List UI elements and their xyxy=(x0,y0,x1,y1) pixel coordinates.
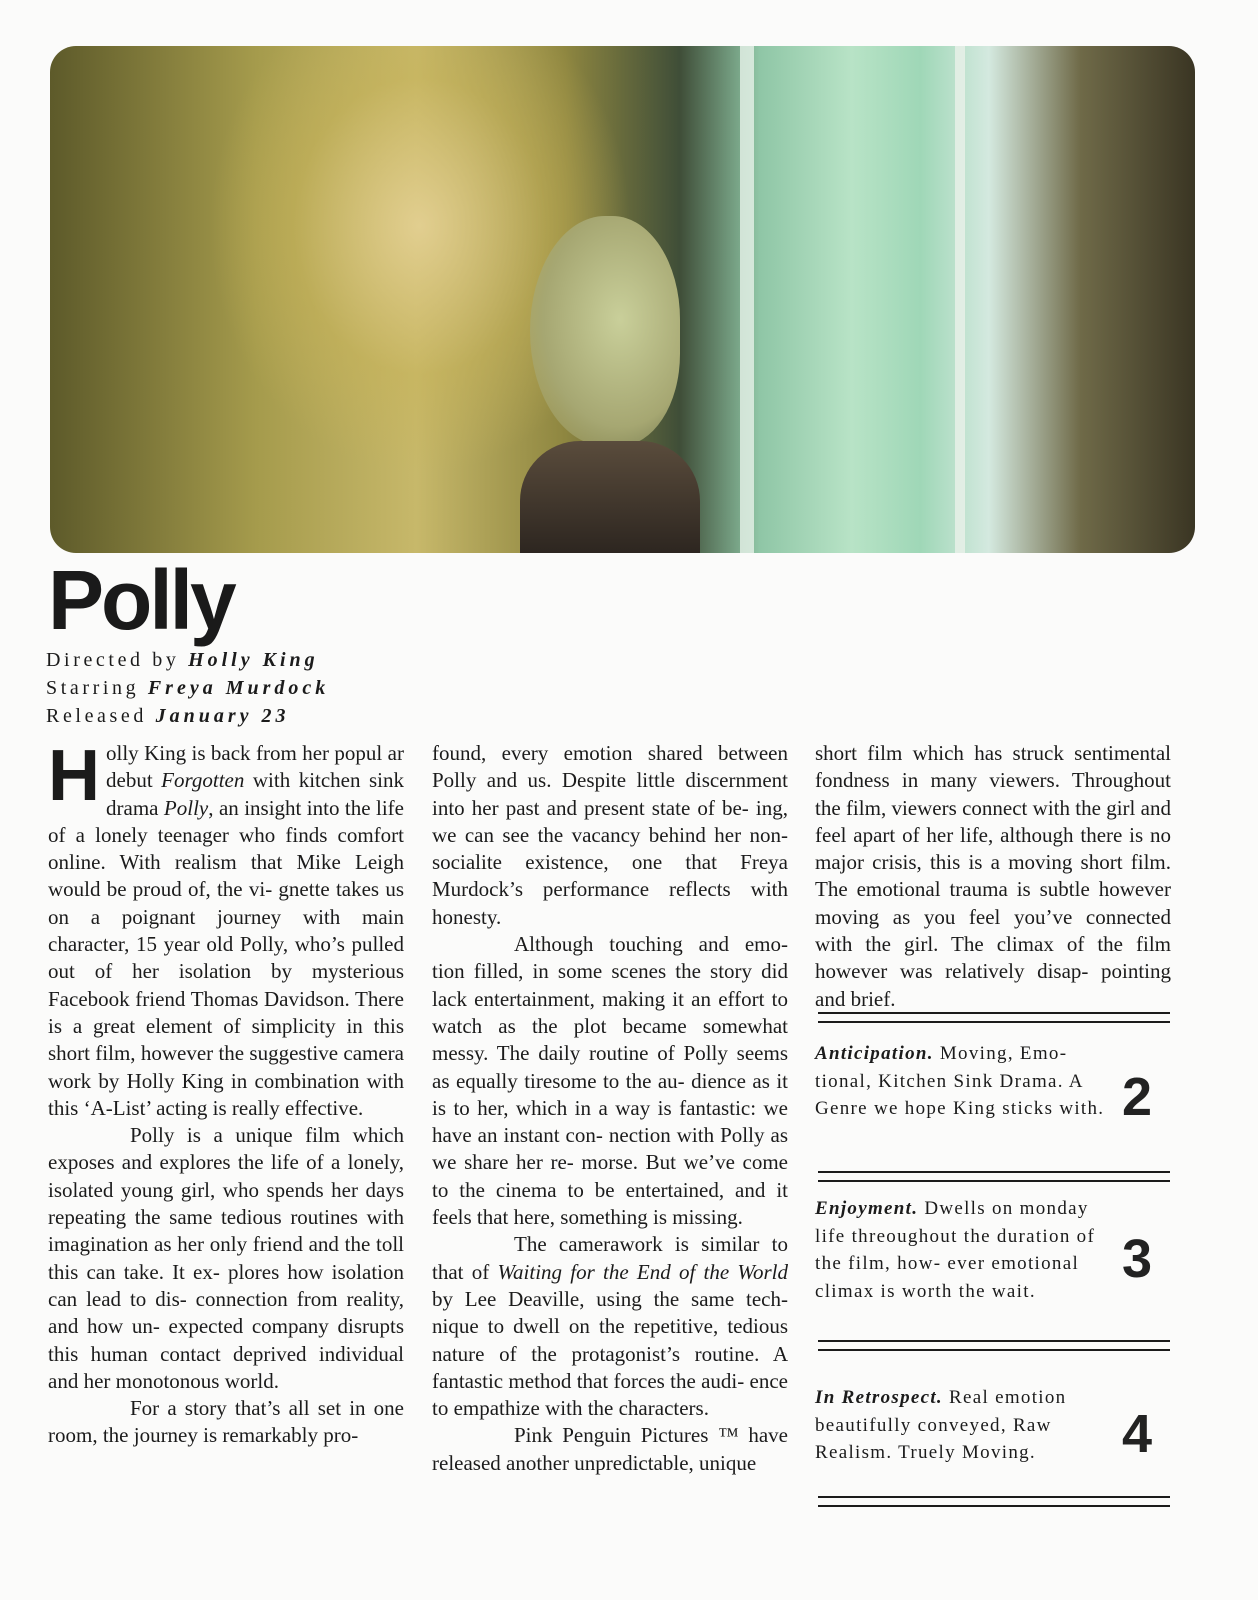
rating-enjoyment: Enjoyment. Dwells on monday life threoughout the duration of the film, how- ever emotional climax is worth the wait. xyxy=(815,1198,1096,1302)
credit-director: Directed by Holly King xyxy=(46,649,319,671)
paragraph: Polly is a unique film which exposes and explores the life of a lonely, isolated young girl, who spends her days repeating the same tedious routines with imagination as her only friend and the toll this can take. It ex- plores how isolation can lead to dis- connection from reality, and how un- expected company disrupts this human contact deprived individual and her monotonous world. xyxy=(48,1123,404,1393)
paragraph: The camerawork is similar to that of Waiting for the End of the World by Lee Deaville, using the same tech- nique to dwell on the repetitive, tedious nature of the protagonist’s routine. A fantastic method that forces the audi- ence to empathize with the characters. xyxy=(432,1232,789,1421)
release-date: January 23 xyxy=(155,705,290,727)
column-1 xyxy=(48,736,405,1450)
photo-window-frame-right xyxy=(955,46,965,553)
score-retrospect: 4 xyxy=(1122,1404,1153,1464)
column-3 xyxy=(815,740,1171,1013)
paragraph: found, every emotion shared between Polly and us. Despite little discernment into her past and present state of be- ing, we can see the vacancy behind her non-socialite existence, one that Freya Murdock’s performance reflects with honesty. xyxy=(432,741,788,929)
double-rule xyxy=(818,1171,1170,1182)
paragraph: For a story that’s all set in one room, the journey is remarkably pro- xyxy=(48,1396,404,1448)
hero-photo xyxy=(50,46,1195,553)
director-name: Holly King xyxy=(188,649,319,671)
credit-release: Released January 23 xyxy=(46,705,290,727)
rating-retrospect: In Retrospect. Real emotion beautifully conveyed, Raw Realism. Truely Moving. xyxy=(815,1387,1067,1463)
article-title: Polly xyxy=(48,553,234,647)
drop-cap: H xyxy=(48,736,98,816)
paragraph: Pink Penguin Pictures ™ have released another unpredictable, unique xyxy=(432,1423,788,1475)
star-name: Freya Murdock xyxy=(147,677,330,699)
photo-face-shape xyxy=(530,216,680,446)
rating-anticipation: Anticipation. Moving, Emo- tional, Kitchen Sink Drama. A Genre we hope King sticks with. xyxy=(815,1043,1105,1119)
column-2 xyxy=(432,740,788,1477)
double-rule xyxy=(818,1340,1170,1351)
double-rule xyxy=(818,1496,1170,1507)
photo-window-frame xyxy=(740,46,754,553)
photo-coat-shape xyxy=(520,441,700,553)
paragraph: Although touching and emo- tion filled, in some scenes the story did lack entertainment, making it an effort to watch as the plot became somewhat messy. The daily routine of Polly seems as equally tiresome to the au- dience as it is to her, which in a way is fantastic: we have an instant con- nection with Polly as we share her re- morse. But we’ve come to the cinema to be entertained, and it feels that here, something is missing. xyxy=(432,932,788,1230)
credit-starring: Starring Freya Murdock xyxy=(46,677,330,699)
credits-block xyxy=(46,646,329,730)
score-enjoyment: 3 xyxy=(1122,1229,1153,1289)
paragraph: short film which has struck sentimental fondness in many viewers. Throughout the film, viewers connect with the girl and feel apart of her life, although there is no major crisis, this is a moving short film. The emotional trauma is subtle however moving as you feel you’ve connected with the girl. The climax of the film however was relatively disap- pointing and brief. xyxy=(815,741,1171,1011)
score-anticipation: 2 xyxy=(1122,1067,1153,1127)
paragraph: Holly King is back from her popul ar debut Forgotten with kitchen sink drama Polly, an insight into the life of a lonely teenager who finds comfort online. With realism that Mike Leigh would be proud of, the vi- gnette takes us on a poignant journey with main character, 15 year old Polly, who’s pulled out of her isolation by mysterious Facebook friend Thomas Davidson. There is a great element of simplicity in this short film, however the suggestive camera work by Holly King in combination with this ‘A-List’ acting is really effective. xyxy=(48,736,405,1120)
double-rule xyxy=(818,1012,1170,1023)
